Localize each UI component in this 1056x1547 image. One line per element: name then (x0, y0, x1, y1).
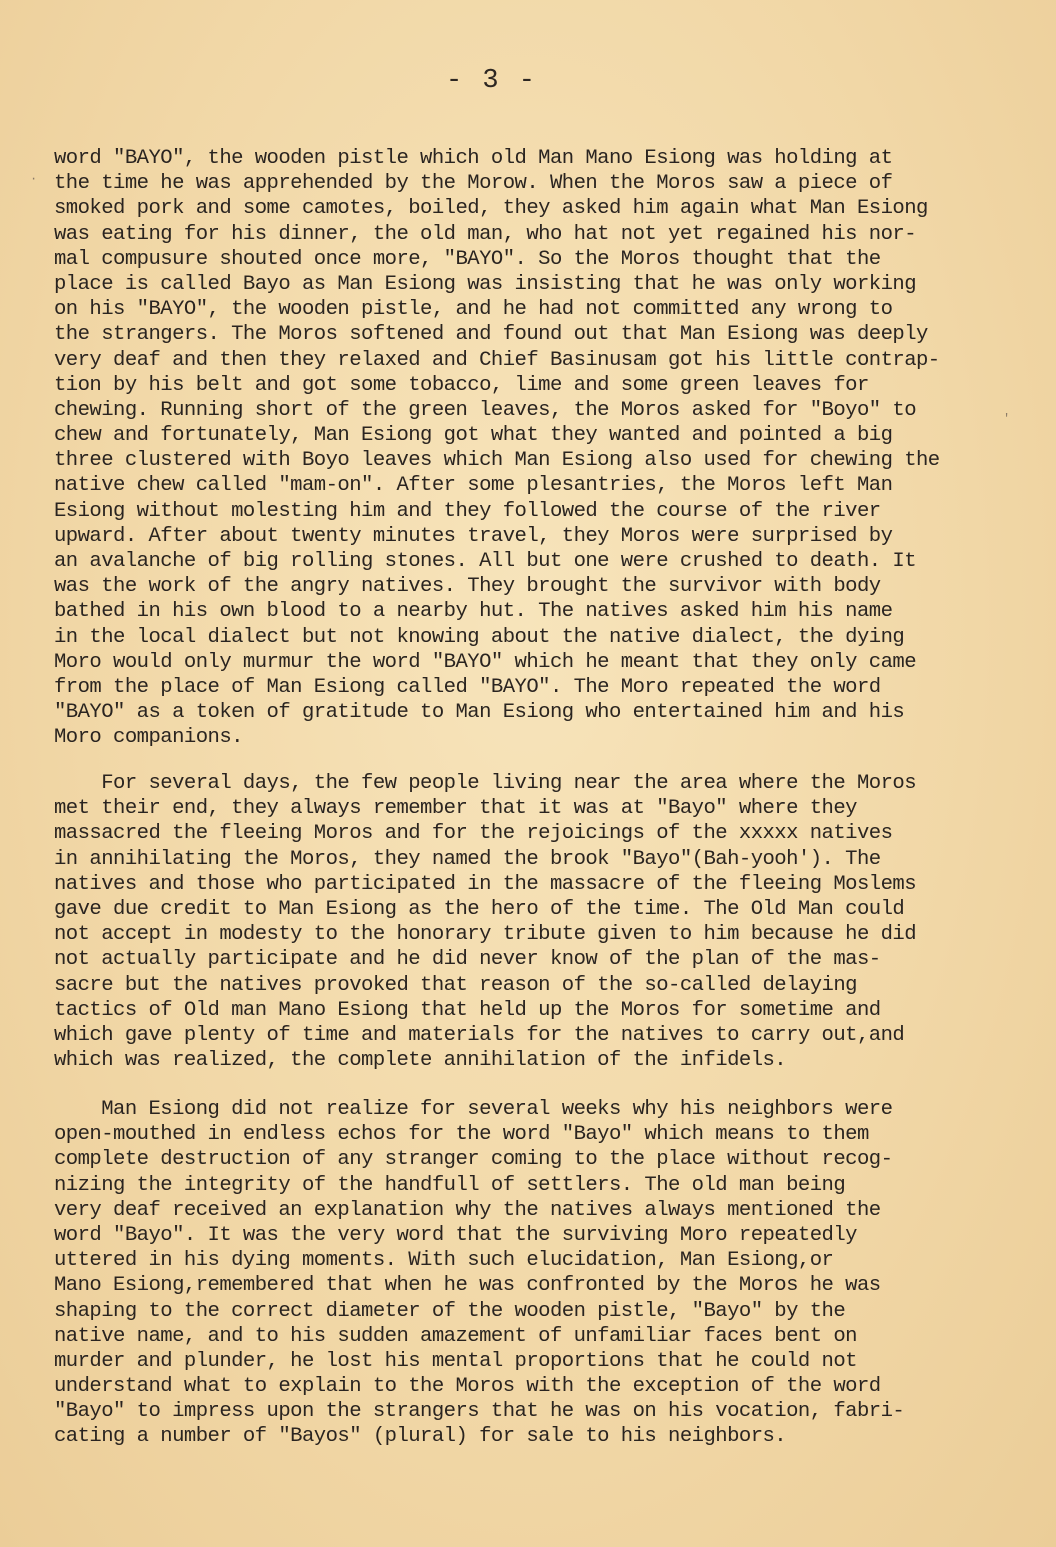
text-line: "BAYO" as a token of gratitude to Man Esiong who entertained him and his (54, 701, 905, 725)
text-line: place is called Bayo as Man Esiong was insisting that he was only working (54, 272, 917, 296)
text-line: native name, and to his sudden amazement of unfamiliar faces bent on (54, 1324, 857, 1348)
text-line: For several days, the few people living near the area where the Moros (54, 772, 917, 795)
text-line: an avalanche of big rolling stones. All but one were crushed to death. It (54, 550, 917, 573)
text-line: smoked pork and some camotes, boiled, they asked him again what Man Esiong (54, 197, 928, 221)
text-line: natives and those who participated in the massacre of the fleeing Moslems (54, 872, 917, 896)
text-line: which was realized, the complete annihilation of the infidels. (54, 1049, 787, 1073)
text-line: in the local dialect but not knowing about the native dialect, the dying (54, 625, 905, 649)
paragraph-2 (54, 771, 1014, 1073)
text-line: Moro would only murmur the word "BAYO" which he meant that they only came (54, 650, 917, 674)
text-line: bathed in his own blood to a nearby hut. The natives asked him his name (54, 600, 893, 624)
text-line: sacre but the natives provoked that reason of the so-called delaying (54, 973, 857, 997)
text-line: murder and plunder, he lost his mental proportions that he could not (54, 1349, 857, 1373)
text-line: chewing. Running short of the green leaves, the Moros asked for "Boyo" to (54, 398, 917, 422)
text-line: cating a number of "Bayos" (plural) for sale to his neighbors. (54, 1425, 787, 1449)
text-line: not actually participate and he did never know of the plan of the mas- (54, 948, 881, 972)
text-line: gave due credit to Man Esiong as the hero of the time. The Old Man could (54, 897, 905, 921)
text-line: tactics of Old man Mano Esiong that held up the Moros for sometime and (54, 998, 881, 1022)
text-line: understand what to explain to the Moros with the exception of the word (54, 1375, 881, 1399)
text-line: very deaf received an explanation why the natives always mentioned the (54, 1198, 881, 1222)
text-line: word "BAYO", the wooden pistle which old Man Mano Esiong was holding at (54, 147, 893, 170)
paragraph-3 (54, 1097, 1014, 1450)
text-line: shaping to the correct diameter of the wooden pistle, "Bayo" by the (54, 1299, 846, 1323)
text-line: on his "BAYO", the wooden pistle, and he had not committed any wrong to (54, 298, 893, 322)
text-line: in annihilating the Moros, they named the brook "Bayo"(Bah-yooh'). The (54, 847, 881, 871)
text-line: Esiong without molesting him and they followed the course of the river (54, 499, 881, 523)
text-line: the strangers. The Moros softened and found out that Man Esiong was deeply (54, 323, 928, 347)
text-line: was eating for his dinner, the old man, who hat not yet regained his nor- (54, 222, 917, 246)
text-line: from the place of Man Esiong called "BAYO". The Moro repeated the word (54, 675, 881, 699)
text-line: nizing the integrity of the handfull of settlers. The old man being (54, 1173, 846, 1197)
text-line: uttered in his dying moments. With such elucidation, Man Esiong,or (54, 1249, 834, 1273)
text-line: Man Esiong did not realize for several weeks why his neighbors were (54, 1098, 893, 1121)
text-line: mal compusure shouted once more, "BAYO". So the Moros thought that the (54, 247, 881, 271)
stray-mark: ' (1003, 412, 1011, 426)
text-line: very deaf and then they relaxed and Chief Basinusam got his little contrap- (54, 348, 940, 372)
text-line: the time he was apprehended by the Morow. When the Moros saw a piece of (54, 172, 893, 196)
text-line: three clustered with Boyo leaves which Man Esiong also used for chewing the (54, 449, 940, 473)
text-line: open-mouthed in endless echos for the word "Bayo" which means to them (54, 1123, 869, 1147)
text-line: chew and fortunately, Man Esiong got what they wanted and pointed a big (54, 424, 893, 448)
stray-mark: · (30, 172, 38, 186)
text-line: which gave plenty of time and materials for the natives to carry out,and (54, 1023, 905, 1047)
text-line: massacred the fleeing Moros and for the rejoicings of the xxxxx natives (54, 822, 893, 846)
text-line: not accept in modesty to the honorary tribute given to him because he did (54, 923, 917, 947)
text-line: tion by his belt and got some tobacco, lime and some green leaves for (54, 373, 869, 397)
text-line: word "Bayo". It was the very word that the surviving Moro repeatedly (54, 1223, 857, 1247)
page-number: - 3 - (446, 66, 538, 96)
text-line: "Bayo" to impress upon the strangers that he was on his vocation, fabri- (54, 1400, 905, 1424)
text-line: was the work of the angry natives. They brought the survivor with body (54, 575, 881, 599)
text-line: complete destruction of any stranger coming to the place without recog- (54, 1148, 893, 1172)
paragraph-1 (54, 146, 1014, 751)
text-line: native chew called "mam-on". After some plesantries, the Moros left Man (54, 474, 893, 498)
text-line: Moro companions. (54, 726, 243, 750)
text-line: met their end, they always remember that it was at "Bayo" where they (54, 797, 857, 821)
text-line: Mano Esiong,remembered that when he was confronted by the Moros he was (54, 1274, 881, 1298)
text-line: upward. After about twenty minutes travel, they Moros were surprised by (54, 524, 893, 548)
